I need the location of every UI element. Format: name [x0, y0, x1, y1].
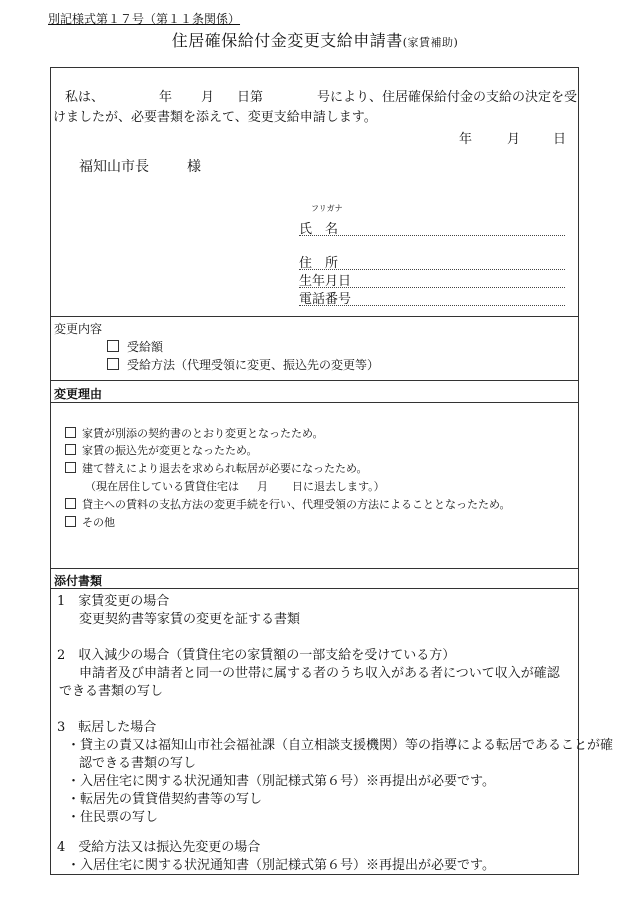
addressee: 福知山市長: [79, 159, 149, 175]
attach-s1-line: 変更契約書等家賃の変更を証する書類: [79, 612, 301, 627]
intro-line2: けましたが、必要書類を添えて、変更支給申請します。: [53, 110, 377, 125]
name-field[interactable]: [299, 235, 565, 236]
attachments-label: 添付書類: [54, 574, 103, 588]
divider-reason-body: [51, 402, 578, 403]
page-title: [0, 28, 630, 51]
divider-attachments-body: [51, 588, 578, 589]
change-option-text: 受給額: [127, 340, 164, 354]
attach-s3-bullet1a: ・貸主の責又は福知山市社会福祉課（自立相談支援機関）等の指導による転居であることが確: [67, 738, 614, 753]
change-label: 変更内容: [54, 322, 103, 336]
checkbox[interactable]: [65, 444, 76, 455]
attach-s2-line1: 申請者及び申請者と同一の世帯に属する者のうち収入がある者について収入が確認: [79, 666, 560, 681]
reason-text: 貸主への賃料の支払方法の変更手続を行い、代理受領の方法によることとなったため。: [82, 498, 511, 511]
divider-attachments: [51, 568, 578, 569]
date-year: 年: [459, 132, 473, 147]
intro-prefix: 私は、: [65, 90, 105, 105]
phone-label: 電話番号: [299, 292, 352, 307]
checkbox[interactable]: [65, 516, 76, 527]
attach-s2-line2: できる書類の写し: [59, 684, 164, 699]
note-suffix: 日に退去します。）: [292, 480, 385, 493]
reason-label: 変更理由: [54, 387, 103, 401]
title-main: 住居確保給付金変更支給申請書: [171, 31, 403, 50]
address-label: 住 所: [299, 256, 339, 271]
attach-s2-title: 2 収入減少の場合（賃貸住宅の家賃額の一部支給を受けている方）: [57, 648, 456, 663]
reason-item[interactable]: [65, 442, 258, 458]
attach-s4-title: 4 受給方法又は振込先変更の場合: [57, 840, 261, 855]
note-month: 月: [257, 480, 268, 493]
reason-item[interactable]: [65, 496, 511, 512]
reason-text: 建て替えにより退去を求められ転居が必要になったため。: [82, 462, 368, 475]
attach-s4-bullet1: ・入居住宅に関する状況通知書（別記様式第６号）※再提出が必要です。: [67, 858, 495, 873]
checkbox[interactable]: [65, 462, 76, 473]
intro-suffix: 号により、住居確保給付金の支給の決定を受: [317, 90, 578, 105]
name-label: 氏 名: [299, 222, 339, 237]
change-option-text: 受給方法（代理受領に変更、振込先の変更等）: [127, 358, 380, 372]
intro-month: 月: [201, 90, 215, 105]
date-month: 月: [507, 132, 521, 147]
reason-item[interactable]: [65, 514, 115, 530]
intro-day-dai: 日第: [237, 90, 264, 105]
title-sub: (家賃補助): [402, 36, 459, 49]
form-frame: [50, 67, 614, 875]
intro-year: 年: [159, 90, 173, 105]
furigana-label: フリガナ: [311, 204, 343, 213]
reason-note: [85, 478, 385, 494]
divider-reason: [51, 380, 578, 381]
checkbox-method[interactable]: [107, 358, 119, 370]
reason-text: 家賃の振込先が変更となったため。: [82, 444, 258, 457]
note-prefix: （現在居住している賃貸住宅は: [85, 480, 239, 493]
reason-text: その他: [82, 516, 115, 529]
phone-field[interactable]: [299, 305, 565, 306]
addressee-honorific: 様: [187, 159, 201, 175]
attach-s3-bullet4: ・住民票の写し: [67, 810, 159, 825]
checkbox[interactable]: [65, 498, 76, 509]
reason-text: 家賃が別添の契約書のとおり変更となったため。: [82, 427, 324, 440]
change-option-amount[interactable]: [107, 338, 163, 355]
change-option-method[interactable]: [107, 356, 379, 373]
attach-s1-title: 1 家賃変更の場合: [57, 594, 170, 609]
date-day: 日: [553, 132, 567, 147]
checkbox-amount[interactable]: [107, 340, 119, 352]
attach-s3-bullet3: ・転居先の賃貸借契約書等の写し: [67, 792, 263, 807]
form-number: 別記様式第１７号（第１１条関係）: [48, 12, 241, 26]
attach-s3-bullet2: ・入居住宅に関する状況通知書（別記様式第６号）※再提出が必要です。: [67, 774, 495, 789]
checkbox[interactable]: [65, 427, 76, 438]
divider-change: [51, 316, 578, 317]
reason-item[interactable]: [65, 460, 368, 476]
reason-item[interactable]: [65, 425, 324, 441]
attach-s3-bullet1b: 認できる書類の写し: [79, 756, 197, 771]
attach-s3-title: 3 転居した場合: [57, 720, 157, 735]
birth-label: 生年月日: [299, 274, 352, 289]
